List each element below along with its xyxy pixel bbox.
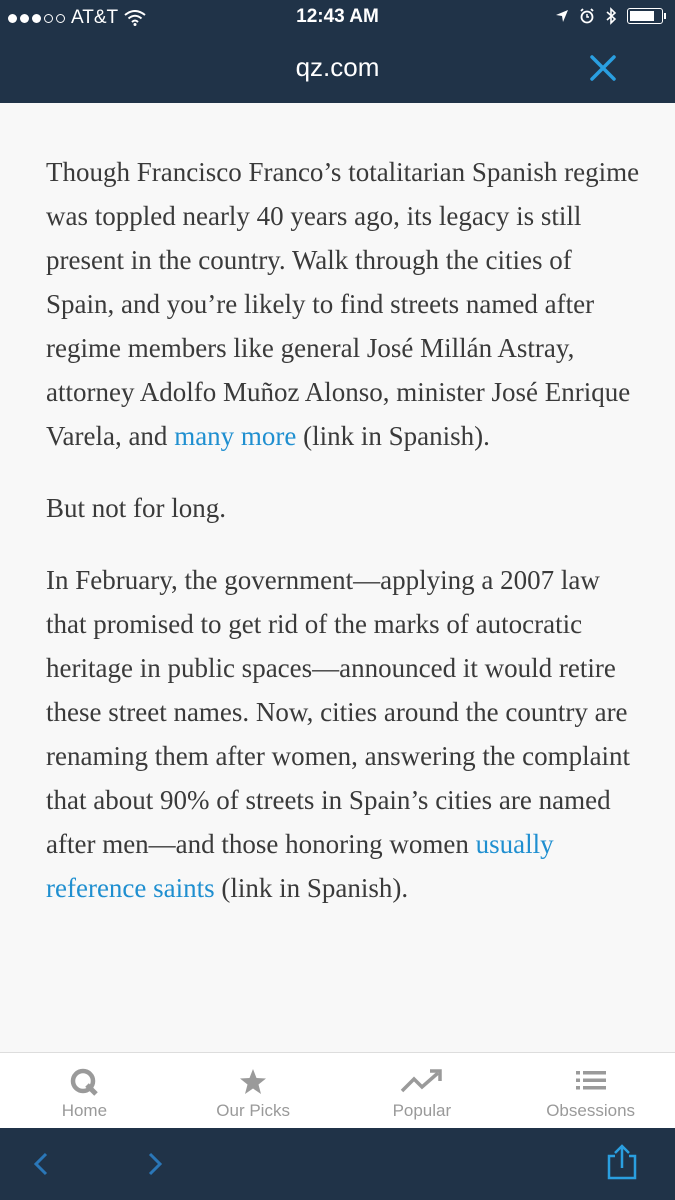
- browser-toolbar: [0, 1128, 675, 1200]
- usually-reference-saints-link[interactable]: usually reference saints: [46, 829, 554, 903]
- battery-icon: [627, 8, 663, 24]
- article-paragraph: Though Francisco Franco’s totalitarian Spanish regime was toppled nearly 40 years ago, its legacy is still present in the country. Walk through the cities of Spain, and you’re likely to find streets named after regime members like general José Millán Astray, attorney Adolfo Muñoz Alonso, minister José Enrique Varela, and many more (link in Spanish).: [46, 157, 640, 451]
- share-icon[interactable]: [605, 1144, 639, 1180]
- tab-label: Our Picks: [216, 1101, 290, 1120]
- list-icon: [574, 1067, 608, 1097]
- tab-popular[interactable]: [338, 1053, 507, 1129]
- q-logo-icon: [69, 1067, 99, 1097]
- carrier-name: AT&T: [71, 7, 119, 28]
- tab-bar: [0, 1052, 675, 1129]
- location-icon: [555, 9, 569, 23]
- article-paragraph: In February, the government—applying a 2007 law that promised to get rid of the marks of autocratic heritage in public spaces—announced it would retire these street names. Now, cities around the country are renaming them after women, answering the complaint that about 90% of streets in Spain’s cities are named after men—and those honoring women usually reference saints (link in Spanish).: [46, 565, 631, 903]
- back-arrow-icon[interactable]: [26, 1148, 58, 1180]
- site-title: qz.com: [295, 52, 380, 82]
- article-body: [46, 150, 646, 938]
- article-paragraph: But not for long.: [46, 493, 226, 523]
- tab-home[interactable]: [0, 1053, 169, 1129]
- tab-obsessions[interactable]: [506, 1053, 675, 1129]
- status-time: 12:43 AM: [296, 6, 379, 27]
- alarm-icon: [579, 8, 595, 24]
- header-bar: [0, 0, 675, 103]
- bluetooth-icon: [605, 7, 617, 25]
- tab-label: Popular: [392, 1101, 452, 1120]
- forward-arrow-icon[interactable]: [138, 1148, 170, 1180]
- status-bar: [0, 0, 675, 36]
- tab-our-picks[interactable]: [169, 1053, 338, 1129]
- many-more-link[interactable]: many more: [174, 421, 297, 451]
- tab-label: Home: [61, 1101, 108, 1120]
- trending-icon: [400, 1067, 444, 1097]
- star-icon: [238, 1067, 268, 1097]
- tab-label: Obsessions: [546, 1101, 636, 1120]
- close-icon[interactable]: [587, 52, 619, 84]
